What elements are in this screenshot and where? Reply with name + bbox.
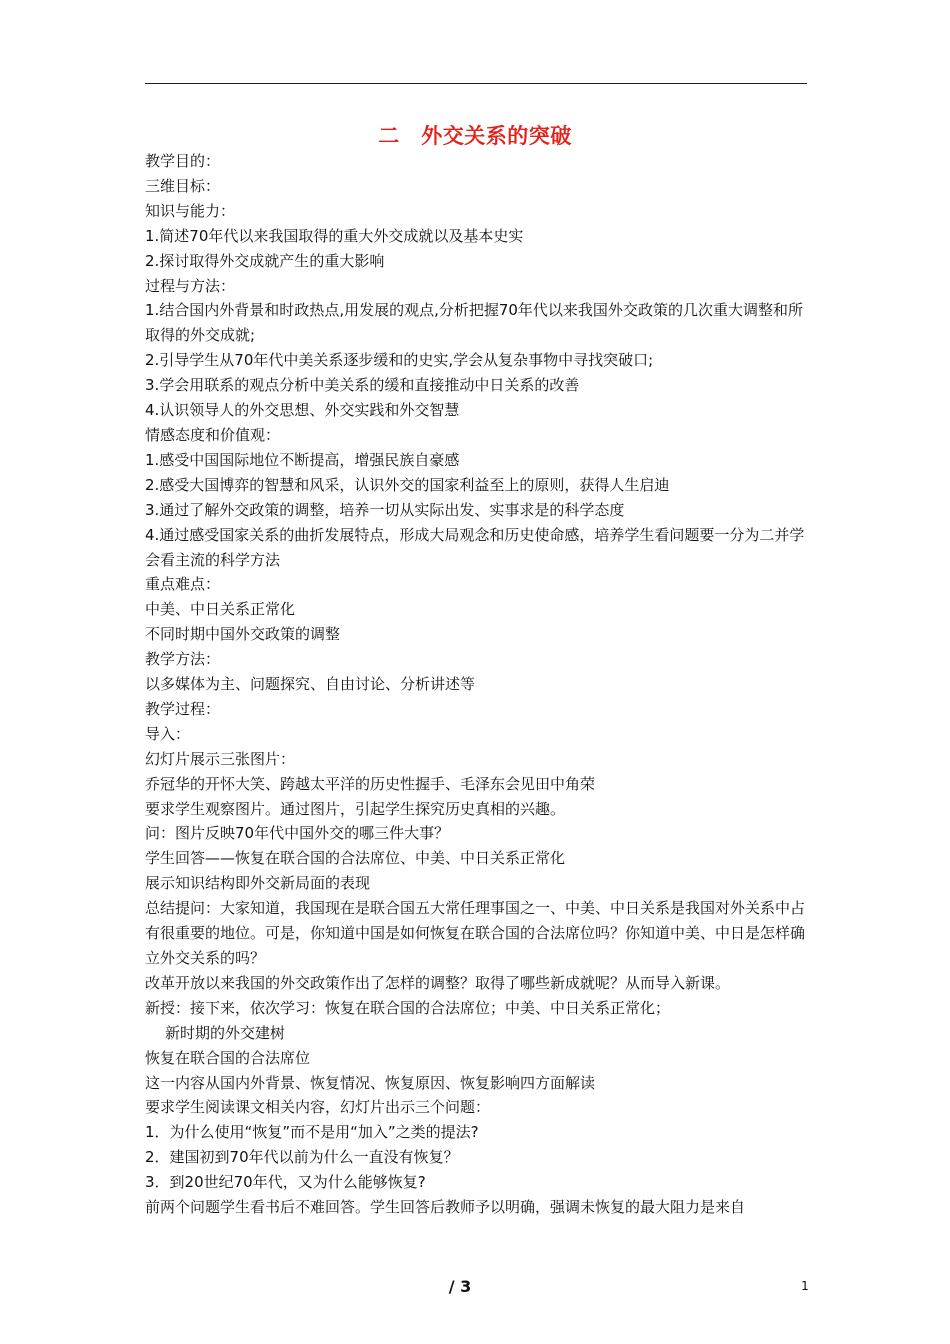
text-line: 中美、中日关系正常化 [145, 600, 296, 619]
text-line: 不同时期中国外交政策的调整 [145, 625, 341, 644]
text-line: 总结提问：大家知道，我国现在是联合国五大常任理事国之一、中美、中日关系是我国对外关系中占有很重要的地位。可是，你知道中国是如何恢复在联合国的合法席位吗？你知道中美、中日是怎样确立外交关系的吗？ [145, 899, 806, 967]
text-line: 学生回答——恢复在联合国的合法席位、中美、中日关系正常化 [145, 849, 566, 868]
text-line: 知识与能力： [145, 201, 236, 220]
text-line: 以多媒体为主、问题探究、自由讨论、分析讲述等 [145, 675, 476, 694]
text-line: 4.通过感受国家关系的曲折发展特点，形成大局观念和历史使命感，培养学生看问题要一分为二并学会看主流的科学方法 [145, 525, 805, 569]
text-line: 要求学生观察图片。通过图片，引起学生探究历史真相的兴趣。 [145, 799, 566, 818]
text-line: 2.引导学生从70年代中美关系逐步缓和的史实,学会从复杂事物中寻找突破口; [145, 351, 654, 370]
text-line: 1.感受中国国际地位不断提高，增强民族自豪感 [145, 450, 460, 469]
text-line: 2.探讨取得外交成就产生的重大影响 [145, 251, 385, 270]
text-line: 教学过程： [145, 699, 221, 718]
text-line: 过程与方法： [145, 276, 236, 295]
header-rule [145, 83, 807, 84]
text-line: 乔冠华的开怀大笑、跨越太平洋的历史性握手、毛泽东会见田中角荣 [145, 774, 596, 793]
page-title: 二 外交关系的突破 [378, 124, 572, 148]
text-line: 恢复在联合国的合法席位 [145, 1048, 311, 1067]
text-line: 教学方法： [145, 650, 221, 669]
text-line: 3.通过了解外交政策的调整，培养一切从实际出发、实事求是的科学态度 [145, 500, 625, 519]
text-line: 3.学会用联系的观点分析中美关系的缓和直接推动中日关系的改善 [145, 376, 580, 395]
text-line: 要求学生阅读课文相关内容，幻灯片出示三个问题： [145, 1098, 491, 1117]
text-line: 新授：接下来，依次学习：恢复在联合国的合法席位；中美、中日关系正常化； [145, 998, 671, 1017]
document-body [145, 149, 809, 1220]
text-line: 1．为什么使用“恢复”而不是用“加入”之类的提法? [145, 1123, 479, 1142]
text-line: 2．建国初到70年代以前为什么一直没有恢复？ [145, 1148, 459, 1167]
text-line: 改革开放以来我国的外交政策作出了怎样的调整？取得了哪些新成就呢？从而导入新课。 [145, 973, 731, 992]
text-line: 这一内容从国内外背景、恢复情况、恢复原因、恢复影响四方面解读 [145, 1073, 596, 1092]
text-line: 重点难点： [145, 575, 221, 594]
text-line: 教学目的： [145, 152, 221, 170]
text-line: 幻灯片展示三张图片： [145, 749, 296, 768]
text-line: 三维目标： [145, 176, 221, 195]
text-line: 问：图片反映70年代中国外交的哪三件大事？ [145, 824, 450, 843]
text-line: 4.认识领导人的外交思想、外交实践和外交智慧 [145, 401, 460, 420]
page-count-marker: / 3 [448, 1277, 472, 1296]
text-line: 导入： [145, 724, 191, 743]
text-line: 前两个问题学生看书后不难回答。学生回答后教师予以明确，强调未恢复的最大阻力是来自 [145, 1198, 746, 1217]
text-line: 1.简述70年代以来我国取得的重大外交成就以及基本史实 [145, 226, 524, 245]
text-line: 新时期的外交建树 [165, 1023, 286, 1042]
page-number: 1 [801, 1279, 809, 1293]
text-line: 展示知识结构即外交新局面的表现 [145, 874, 371, 893]
text-line: 情感态度和价值观： [145, 425, 281, 444]
text-line: 1.结合国内外背景和时政热点,用发展的观点,分析把握70年代以来我国外交政策的几次重大调整和所取得的外交成就; [145, 301, 803, 345]
text-line: 3．到20世纪70年代，又为什么能够恢复? [145, 1173, 426, 1192]
text-line: 2.感受大国博弈的智慧和风采，认识外交的国家利益至上的原则，获得人生启迪 [145, 475, 670, 494]
